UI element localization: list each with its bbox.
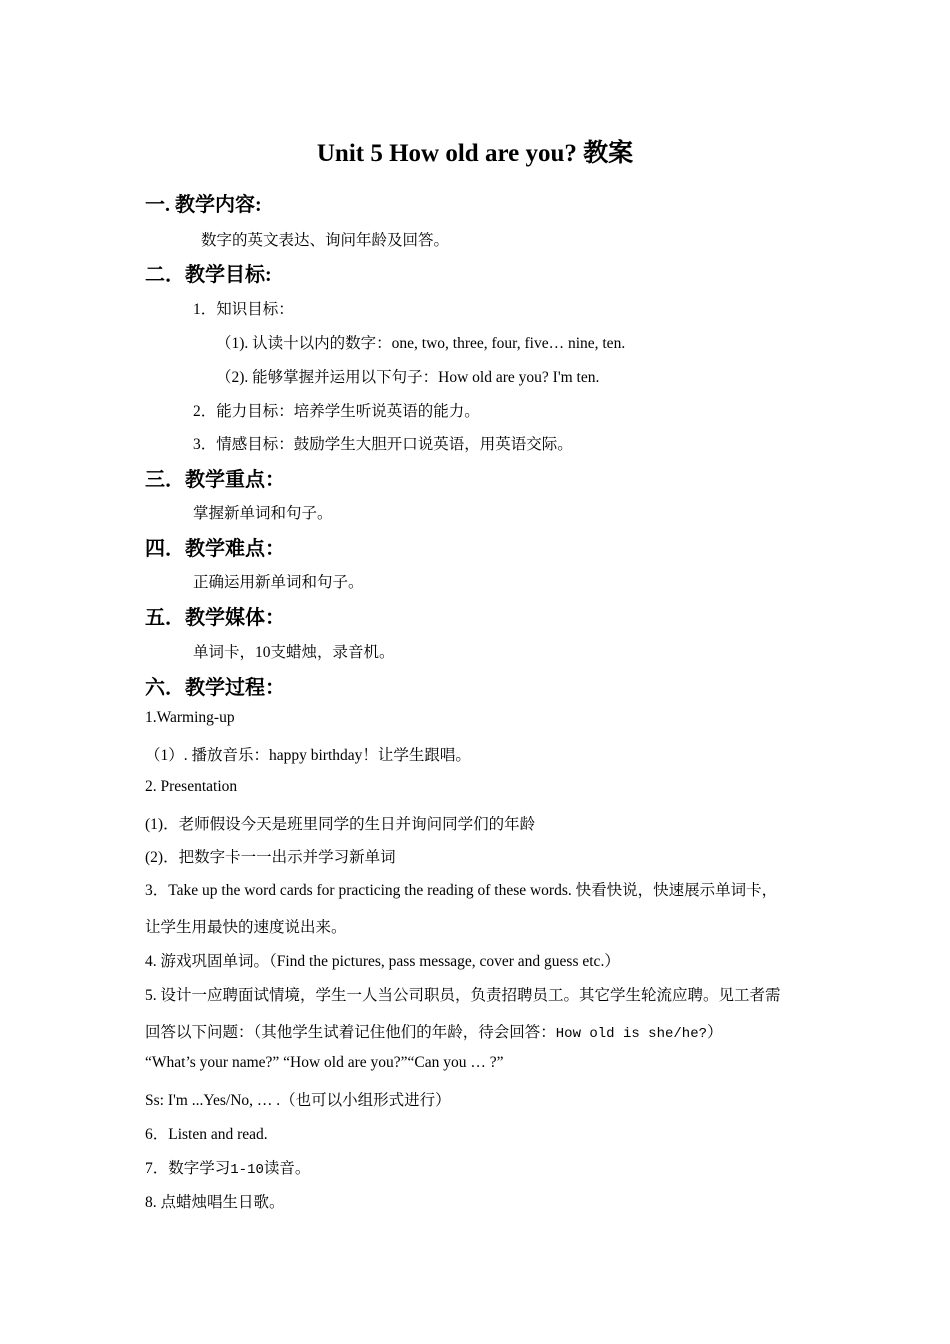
process-step-warmup: 1.Warming-up [145, 709, 235, 726]
media-text: 单词卡，10支蜡烛，录音机。 [193, 644, 395, 661]
ability-objective: 2．能力目标：培养学生听说英语的能力。 [193, 403, 480, 420]
process-step-8: 8. 点蜡烛唱生日歌。 [145, 1194, 285, 1211]
process-step-presentation: 2. Presentation [145, 778, 238, 795]
section-heading-process: 六．教学过程： [145, 677, 285, 699]
page-title: Unit 5 How old are you? 教案 [316, 140, 634, 167]
key-points-text: 掌握新单词和句子。 [193, 505, 333, 522]
process-dialogue-answers: Ss: I'm ...Yes/No, … .（也可以小组形式进行） [145, 1092, 451, 1109]
step-5-close: ） [707, 1024, 723, 1041]
step-5-text: 回答以下问题：（其他学生试着记住他们的年龄，待会回答： [145, 1024, 556, 1041]
knowledge-objective-1: （1). 认读十以内的数字：one, two, three, four, five… nine, ten. [216, 335, 626, 352]
process-step-5-cont [145, 1020, 723, 1042]
section-heading-media: 五．教学媒体： [145, 607, 285, 629]
process-step-7 [145, 1156, 310, 1178]
step-5-question: How old is she/he? [555, 1026, 707, 1042]
process-step-3-cont: 让学生用最快的速度说出来。 [145, 919, 347, 936]
process-dialogue-questions: “What’s your name?” “How old are you?”“Can you … ?” [145, 1054, 504, 1071]
step-7-end: 读音。 [263, 1160, 311, 1177]
section-heading-content: 一. 教学内容: [145, 194, 262, 216]
process-warmup-item: （1）. 播放音乐：happy birthday！让学生跟唱。 [145, 747, 471, 764]
emotion-objective: 3．情感目标：鼓励学生大胆开口说英语，用英语交际。 [193, 436, 573, 453]
knowledge-objective-label: 1．知识目标： [193, 301, 294, 318]
difficulties-text: 正确运用新单词和句子。 [193, 574, 364, 591]
process-presentation-item-1: (1)．老师假设今天是班里同学的生日并询问同学们的年龄 [145, 816, 536, 833]
section-heading-difficulties: 四．教学难点： [145, 538, 285, 560]
process-step-5: 5. 设计一应聘面试情境，学生一人当公司职员，负责招聘员工。其它学生轮流应聘。见工者需 [145, 987, 781, 1004]
step-7-range: 1-10 [230, 1162, 264, 1178]
section-heading-objectives: 二．教学目标: [145, 264, 272, 286]
knowledge-objective-2: （2). 能够掌握并运用以下句子：How old are you? I'm ten. [216, 369, 600, 386]
section-content-text: 数字的英文表达、询问年龄及回答。 [201, 232, 450, 249]
step-7-text: 7．数字学习 [145, 1160, 231, 1177]
section-heading-key-points: 三．教学重点： [145, 469, 285, 491]
process-step-6: 6．Listen and read. [145, 1126, 268, 1143]
process-step-4: 4. 游戏巩固单词。（Find the pictures, pass message, cover and guess etc.） [145, 953, 620, 970]
process-step-3: 3．Take up the word cards for practicing the reading of these words. 快看快说，快速展示单词卡， [145, 882, 778, 899]
process-presentation-item-2: (2)．把数字卡一一出示并学习新单词 [145, 849, 396, 866]
